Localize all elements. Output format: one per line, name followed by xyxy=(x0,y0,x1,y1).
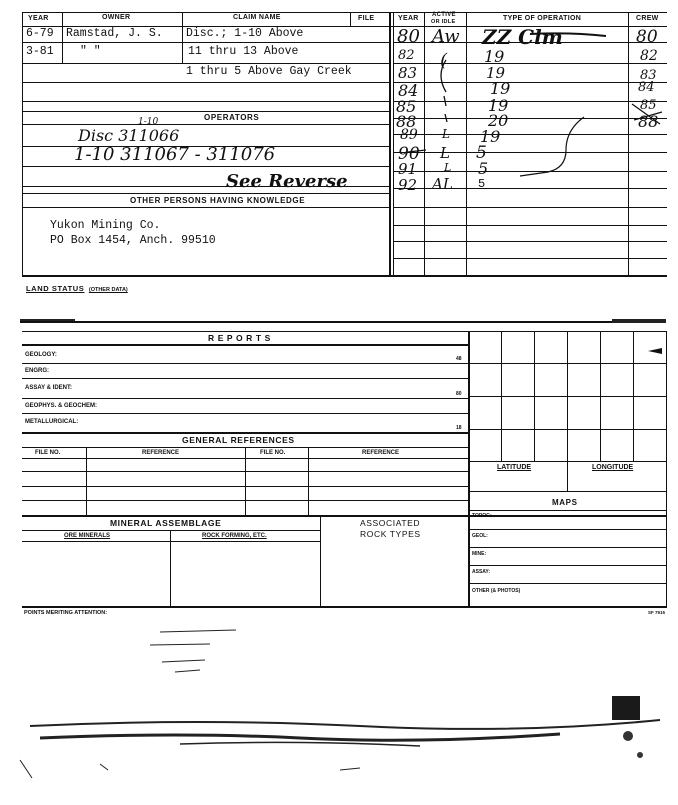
operation-crew: 85 xyxy=(640,98,657,113)
owner-row-3-claim: 1 thru 5 Above Gay Creek xyxy=(186,65,352,78)
land-status-title: LAND STATUS xyxy=(26,284,85,293)
other-persons-line-2: PO Box 1454, Anch. 99510 xyxy=(50,234,216,247)
ore-minerals-label: ORE MINERALS xyxy=(64,533,111,539)
header-file: FILE xyxy=(358,15,375,22)
operation-active: ( xyxy=(440,50,448,71)
scan-artifacts xyxy=(0,610,678,805)
associated-label: ASSOCIATED xyxy=(360,518,421,528)
operation-active: L xyxy=(440,144,450,162)
operation-crew: 82 xyxy=(640,48,658,64)
land-status-sub: (OTHER DATA) xyxy=(88,287,128,293)
header-year-ops: YEAR xyxy=(398,15,419,22)
rock-types-label: ROCK TYPES xyxy=(360,529,421,539)
operation-type: 19 xyxy=(488,96,509,115)
header-active-idle: OR IDLE xyxy=(431,19,456,25)
separator-bar xyxy=(612,319,666,323)
operation-active: AL xyxy=(432,175,453,193)
report-metallurgical-num: 18 xyxy=(456,425,462,431)
general-references-title: GENERAL REFERENCES xyxy=(182,435,295,445)
gen-ref-col-reference: REFERENCE xyxy=(142,450,180,456)
land-status-label xyxy=(26,278,128,296)
operation-type: 19 xyxy=(490,79,511,98)
operator-line-2: 1-10 311067 - 311076 xyxy=(74,144,276,165)
operators-title: OPERATORS xyxy=(204,113,260,122)
longitude-label: LONGITUDE xyxy=(592,464,634,471)
owner-row-1-year: 6-79 xyxy=(26,27,54,40)
operation-year: 82 xyxy=(398,48,415,63)
operation-year: 83 xyxy=(398,64,418,82)
rock-forming-label: ROCK FORMING, ETC. xyxy=(202,533,267,539)
operation-year: 90 xyxy=(398,144,420,164)
owner-row-2-year: 3-81 xyxy=(26,45,54,58)
report-geophys-label: GEOPHYS. & GEOCHEM: xyxy=(25,403,98,409)
operation-active: L xyxy=(444,161,452,174)
report-assay-label: ASSAY & IDENT: xyxy=(25,385,73,391)
header-claim-name: CLAIM NAME xyxy=(233,14,281,21)
corner-mark xyxy=(646,344,666,358)
header-crew: CREW xyxy=(636,15,659,22)
operation-type: 20 xyxy=(488,111,509,130)
operation-type: 5 xyxy=(478,159,489,178)
maps-topog-label: TOPOG: xyxy=(472,513,492,519)
report-metallurgical-label: METALLURGICAL: xyxy=(25,419,79,425)
report-assay-num: 80 xyxy=(456,391,462,397)
header-active: ACTIVE xyxy=(432,12,456,18)
maps-geol-label: GEOL: xyxy=(472,533,488,539)
other-persons-line-1: Yukon Mining Co. xyxy=(50,219,161,232)
operation-active: L xyxy=(442,127,450,141)
operation-active: Aw xyxy=(432,26,460,47)
operator-line-3: See Reverse xyxy=(226,171,348,192)
operation-type: 19 xyxy=(480,127,501,146)
operation-year: 92 xyxy=(398,176,418,194)
report-engrg-label: ENGRG: xyxy=(25,368,49,374)
owner-row-1-claim: Disc.; 1-10 Above xyxy=(186,27,304,40)
reports-title: R E P O R T S xyxy=(208,333,271,343)
operation-crew: 84 xyxy=(638,80,655,95)
operation-year: 85 xyxy=(396,97,417,116)
latitude-label: LATITUDE xyxy=(497,464,532,471)
operation-year: 80 xyxy=(397,26,420,47)
owner-row-1-owner: Ramstad, J. S. xyxy=(66,27,163,40)
report-geology-label: GEOLOGY: xyxy=(25,352,57,358)
report-geology-num: 48 xyxy=(456,356,462,362)
operation-crew: 80 xyxy=(636,27,658,47)
operation-year: 88 xyxy=(396,112,417,131)
owner-row-2-claim: 11 thru 13 Above xyxy=(188,45,299,58)
maps-assay-label: ASSAY: xyxy=(472,569,491,575)
gen-ref-col-reference-2: REFERENCE xyxy=(362,450,400,456)
operation-type: 5 xyxy=(476,143,487,163)
operator-line-1-note: 1-10 xyxy=(138,117,159,127)
points-meriting-attention-label: POINTS MERITING ATTENTION: xyxy=(24,610,108,616)
operation-type: 19 xyxy=(484,47,505,66)
operation-type: ZZ Clm xyxy=(482,25,563,49)
other-persons-title: OTHER PERSONS HAVING KNOWLEDGE xyxy=(130,196,306,205)
owner-row-2-owner: " " xyxy=(80,45,101,58)
operation-year: 91 xyxy=(398,160,418,178)
operation-year: 84 xyxy=(398,81,419,100)
operation-crew: 88 xyxy=(638,112,659,131)
maps-mine-label: MINE: xyxy=(472,551,487,557)
maps-title: MAPS xyxy=(552,498,578,507)
maps-other-label: OTHER (& PHOTOS) xyxy=(472,588,521,594)
operation-crew: 83 xyxy=(640,68,657,83)
form-number: SF 7915 xyxy=(648,610,666,615)
gen-ref-col-file-no-2: FILE NO. xyxy=(260,450,286,456)
header-owner: OWNER xyxy=(102,14,131,21)
gen-ref-col-file-no: FILE NO. xyxy=(35,450,61,456)
operation-type: 19 xyxy=(486,64,506,82)
operator-line-1: Disc 311066 xyxy=(78,126,180,145)
operation-year: 89 xyxy=(400,127,418,143)
header-type-of-operation: TYPE OF OPERATION xyxy=(503,15,582,22)
mineral-assemblage-title: MINERAL ASSEMBLAGE xyxy=(110,518,222,528)
operation-type: 5 xyxy=(478,177,486,191)
header-year: YEAR xyxy=(28,15,49,22)
handwritten-marks xyxy=(0,0,678,280)
